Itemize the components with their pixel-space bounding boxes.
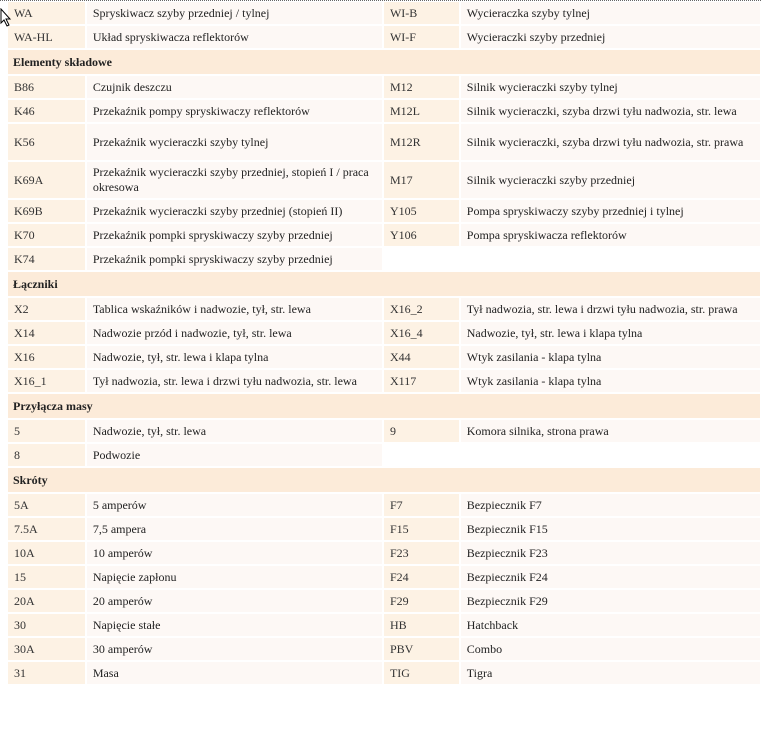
table-row — [8, 444, 760, 466]
code-cell: F15 — [384, 518, 459, 540]
mouse-pointer-icon — [0, 8, 12, 28]
code-cell: 10A — [8, 542, 85, 564]
code-cell: 15 — [8, 566, 85, 588]
section-header-elements — [8, 50, 760, 74]
description-cell: Wycieraczka szyby tylnej — [461, 2, 760, 24]
description-cell: Pompa spryskiwaczy szyby przedniej i tylnej — [461, 200, 760, 222]
description-cell: Nadwozie, tył, str. lewa i klapa tylna — [87, 346, 382, 368]
code-cell: X117 — [384, 370, 459, 392]
code-cell: WA-HL — [8, 26, 85, 48]
section-header-connectors — [8, 272, 760, 296]
code-cell: K69B — [8, 200, 85, 222]
section-title: Przyłącza masy — [8, 394, 760, 418]
description-cell: Silnik wycieraczki szyby tylnej — [461, 76, 760, 98]
description-cell: Tył nadwozia, str. lewa i drzwi tyłu nadwozia, str. prawa — [461, 298, 760, 320]
code-cell: M17 — [384, 162, 459, 198]
description-cell: Komora silnika, strona prawa — [461, 420, 760, 442]
description-cell: Wtyk zasilania - klapa tylna — [461, 346, 760, 368]
code-cell: K56 — [8, 124, 85, 160]
code-cell: 30 — [8, 614, 85, 636]
table-row — [8, 2, 760, 24]
description-cell: Silnik wycieraczki, szyba drzwi tyłu nadwozia, str. lewa — [461, 100, 760, 122]
table-row — [8, 100, 760, 122]
code-cell: F23 — [384, 542, 459, 564]
code-cell: PBV — [384, 638, 459, 660]
description-cell: Silnik wycieraczki szyby przedniej — [461, 162, 760, 198]
description-cell: Napięcie zapłonu — [87, 566, 382, 588]
description-cell: Napięcie stałe — [87, 614, 382, 636]
code-cell: M12L — [384, 100, 459, 122]
code-cell: 9 — [384, 420, 459, 442]
code-cell: X16_4 — [384, 322, 459, 344]
description-cell: Wtyk zasilania - klapa tylna — [461, 370, 760, 392]
description-cell: Combo — [461, 638, 760, 660]
table-row — [8, 298, 760, 320]
code-cell: HB — [384, 614, 459, 636]
description-cell: Hatchback — [461, 614, 760, 636]
code-cell: X16 — [8, 346, 85, 368]
description-cell: Bezpiecznik F23 — [461, 542, 760, 564]
code-cell: K46 — [8, 100, 85, 122]
table-row — [8, 370, 760, 392]
code-cell: 8 — [8, 444, 85, 466]
description-cell: Przekaźnik pompki spryskiwaczy szyby przedniej — [87, 224, 382, 246]
description-cell: Bezpiecznik F15 — [461, 518, 760, 540]
code-cell: 7.5A — [8, 518, 85, 540]
code-cell: X2 — [8, 298, 85, 320]
section-title: Skróty — [8, 468, 760, 492]
description-cell: Masa — [87, 662, 382, 684]
description-cell: Spryskiwacz szyby przedniej / tylnej — [87, 2, 382, 24]
description-cell: 5 amperów — [87, 494, 382, 516]
code-cell: X14 — [8, 322, 85, 344]
code-cell: X44 — [384, 346, 459, 368]
code-cell: K74 — [8, 248, 85, 270]
table-row — [8, 518, 760, 540]
code-cell: Y105 — [384, 200, 459, 222]
code-cell: F29 — [384, 590, 459, 612]
code-cell: TIG — [384, 662, 459, 684]
code-cell: F24 — [384, 566, 459, 588]
description-cell: Bezpiecznik F24 — [461, 566, 760, 588]
section-title: Elementy składowe — [8, 50, 760, 74]
code-cell: M12 — [384, 76, 459, 98]
code-cell: WI-F — [384, 26, 459, 48]
code-cell: B86 — [8, 76, 85, 98]
description-cell: Bezpiecznik F7 — [461, 494, 760, 516]
table-row — [8, 420, 760, 442]
description-cell: Tył nadwozia, str. lewa i drzwi tyłu nadwozia, str. lewa — [87, 370, 382, 392]
table-row — [8, 614, 760, 636]
description-cell: Przekaźnik wycieraczki szyby przedniej, stopień I / praca okresowa — [87, 162, 382, 198]
table-row — [8, 590, 760, 612]
description-cell: Podwozie — [87, 444, 382, 466]
description-cell: 10 amperów — [87, 542, 382, 564]
description-cell: Czujnik deszczu — [87, 76, 382, 98]
description-cell: Wycieraczki szyby przedniej — [461, 26, 760, 48]
table-row — [8, 224, 760, 246]
description-cell: Przekaźnik pompki spryskiwaczy szyby przedniej — [87, 248, 382, 270]
table-row — [8, 638, 760, 660]
code-cell: X16_2 — [384, 298, 459, 320]
description-cell: 7,5 ampera — [87, 518, 382, 540]
description-cell: Silnik wycieraczki, szyba drzwi tyłu nadwozia, str. prawa — [461, 124, 760, 160]
description-cell: Nadwozie przód i nadwozie, tył, str. lewa — [87, 322, 382, 344]
table-row — [8, 662, 760, 684]
code-cell: M12R — [384, 124, 459, 160]
code-cell: 5A — [8, 494, 85, 516]
table-row — [8, 124, 760, 160]
code-cell: 31 — [8, 662, 85, 684]
table-row — [8, 248, 760, 270]
section-title: Łączniki — [8, 272, 760, 296]
table-row — [8, 162, 760, 198]
code-cell: 20A — [8, 590, 85, 612]
code-cell: WA — [8, 2, 85, 24]
section-header-abbreviations — [8, 468, 760, 492]
description-cell: Nadwozie, tył, str. lewa — [87, 420, 382, 442]
code-cell: Y106 — [384, 224, 459, 246]
table-row — [8, 76, 760, 98]
empty-cell — [384, 248, 760, 270]
section-header-ground — [8, 394, 760, 418]
table-row — [8, 200, 760, 222]
code-cell: WI-B — [384, 2, 459, 24]
table-row — [8, 346, 760, 368]
description-cell: 20 amperów — [87, 590, 382, 612]
description-cell: Tigra — [461, 662, 760, 684]
code-cell: 5 — [8, 420, 85, 442]
description-cell: 30 amperów — [87, 638, 382, 660]
code-cell: X16_1 — [8, 370, 85, 392]
description-cell: Przekaźnik wycieraczki szyby tylnej — [87, 124, 382, 160]
description-cell: Układ spryskiwacza reflektorów — [87, 26, 382, 48]
table-row — [8, 566, 760, 588]
table-row — [8, 542, 760, 564]
description-cell: Tablica wskaźników i nadwozie, tył, str. lewa — [87, 298, 382, 320]
description-cell: Nadwozie, tył, str. lewa i klapa tylna — [461, 322, 760, 344]
description-cell: Przekaźnik wycieraczki szyby przedniej (stopień II) — [87, 200, 382, 222]
table-row — [8, 322, 760, 344]
table-row — [8, 26, 760, 48]
legend-table — [6, 0, 761, 686]
code-cell: K70 — [8, 224, 85, 246]
description-cell: Bezpiecznik F29 — [461, 590, 760, 612]
description-cell: Przekaźnik pompy spryskiwaczy reflektorów — [87, 100, 382, 122]
code-cell: F7 — [384, 494, 459, 516]
empty-cell — [384, 444, 760, 466]
table-row — [8, 494, 760, 516]
description-cell: Pompa spryskiwacza reflektorów — [461, 224, 760, 246]
code-cell: 30A — [8, 638, 85, 660]
code-cell: K69A — [8, 162, 85, 198]
